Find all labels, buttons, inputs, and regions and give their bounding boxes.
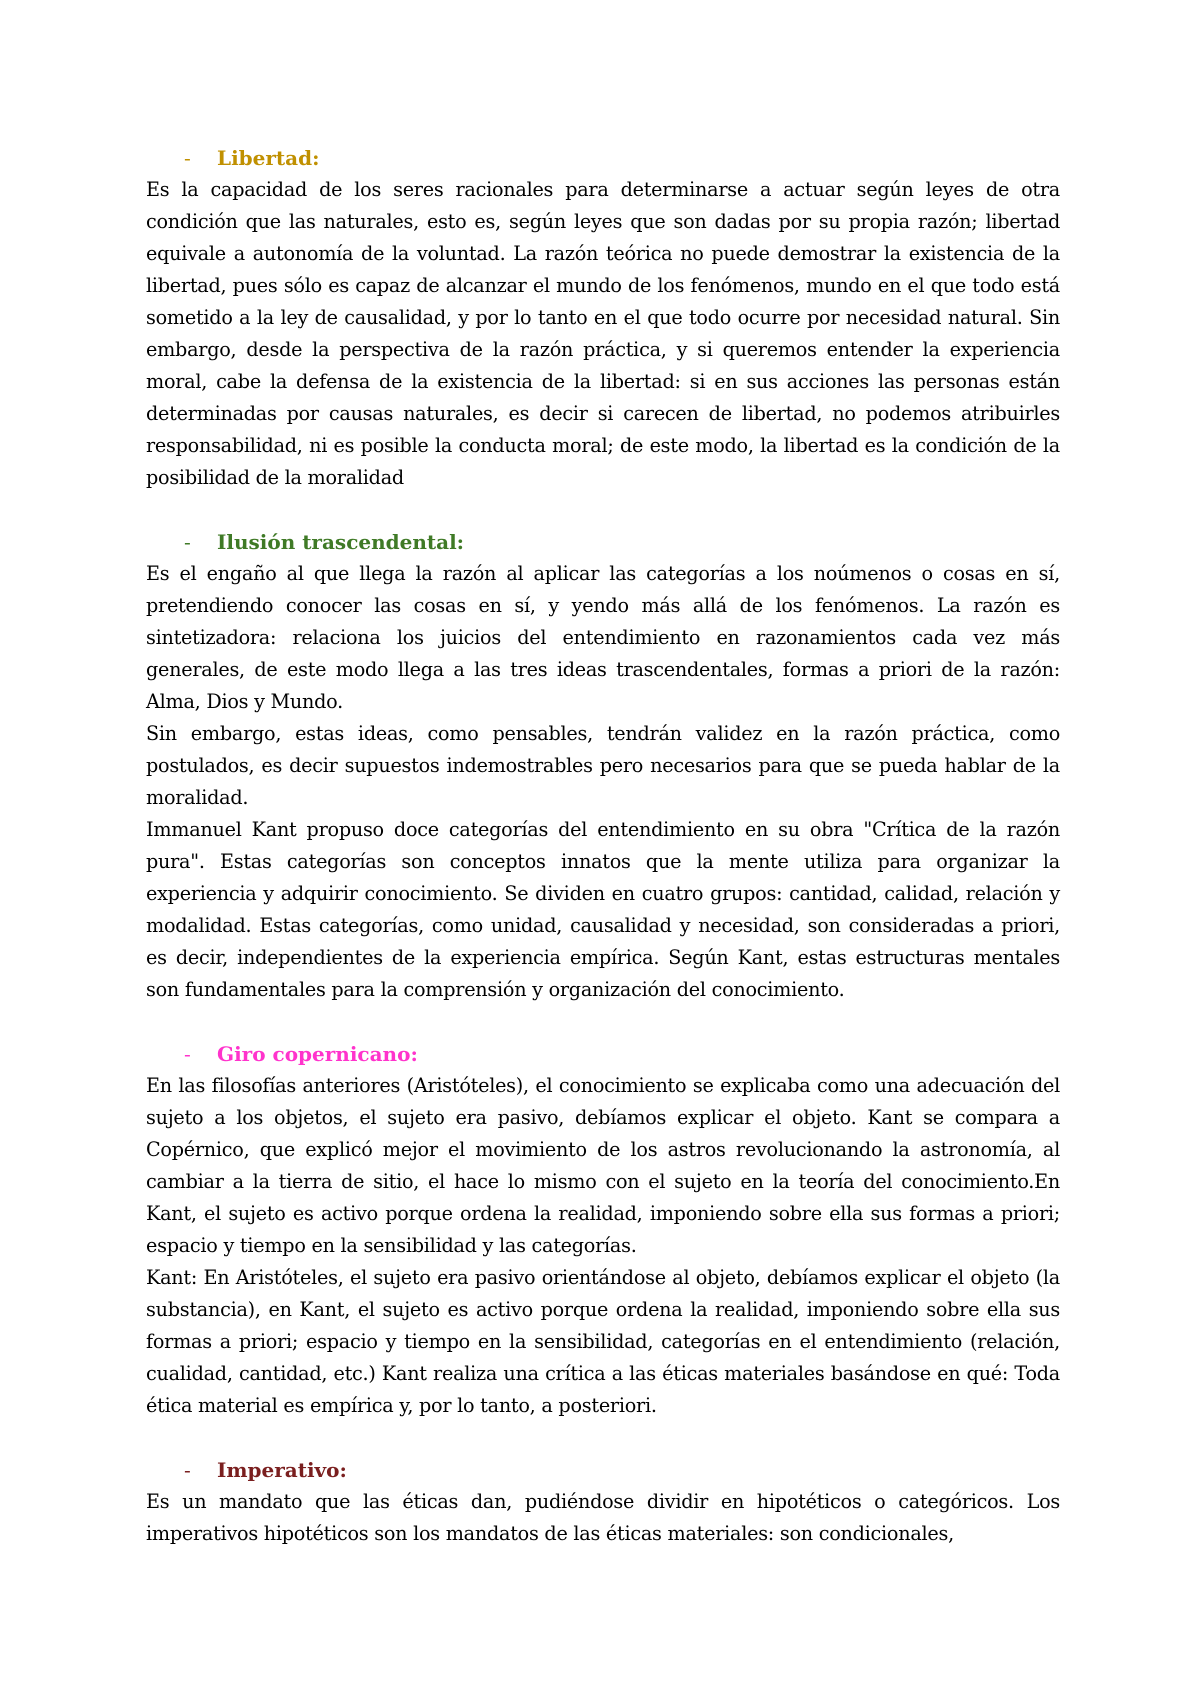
- section-libertad: [146, 142, 1060, 494]
- paragraph: En las filosofías anteriores (Aristóteles), el conocimiento se explicaba como una adecuación del sujeto a los objetos, el sujeto era pasivo, debíamos explicar el objeto. Kant se compara a Copérnico, que explicó mejor el movimiento de los astros revolucionando la astronomía, al cambiar a la tierra de sitio, el hace lo mismo con el sujeto en la teoría del conocimiento.En Kant, el sujeto es activo porque ordena la realidad, imponiendo sobre ella sus formas a priori; espacio y tiempo en la sensibilidad y las categorías.: [146, 1074, 1060, 1257]
- heading-text: Giro copernicano:: [217, 1042, 418, 1066]
- bullet-dash: -: [184, 530, 191, 554]
- section-heading: [146, 1038, 1060, 1070]
- bullet-dash: -: [184, 146, 191, 170]
- document-body: [146, 142, 1060, 1582]
- section-heading: [146, 142, 1060, 174]
- heading-text: Ilusión trascendental:: [217, 530, 465, 554]
- heading-text: Imperativo:: [217, 1458, 347, 1482]
- section-heading: [146, 526, 1060, 558]
- paragraph: Es un mandato que las éticas dan, pudiéndose dividir en hipotéticos o categóricos. Los imperativos hipotéticos son los mandatos de las éticas materiales: son condicionales,: [146, 1490, 1060, 1545]
- section-heading: [146, 1454, 1060, 1486]
- bullet-dash: -: [184, 1042, 191, 1066]
- paragraph: Es la capacidad de los seres racionales para determinarse a actuar según leyes de otra condición que las naturales, esto es, según leyes que son dadas por su propia razón; libertad equivale a autonomía de la voluntad. La razón teórica no puede demostrar la existencia de la libertad, pues sólo es capaz de alcanzar el mundo de los fenómenos, mundo en el que todo está sometido a la ley de causalidad, y por lo tanto en el que todo ocurre por necesidad natural. Sin embargo, desde la perspectiva de la razón práctica, y si queremos entender la experiencia moral, cabe la defensa de la existencia de la libertad: si en sus acciones las personas están determinadas por causas naturales, es decir si carecen de libertad, no podemos atribuirles responsabilidad, ni es posible la conducta moral; de este modo, la libertad es la condición de la posibilidad de la moralidad: [146, 178, 1060, 489]
- section-ilusion-trascendental: [146, 526, 1060, 1006]
- paragraph: Es el engaño al que llega la razón al aplicar las categorías a los noúmenos o cosas en sí, pretendiendo conocer las cosas en sí, y yendo más allá de los fenómenos. La razón es sintetizadora: relaciona los juicios del entendimiento en razonamientos cada vez más generales, de este modo llega a las tres ideas trascendentales, formas a priori de la razón: Alma, Dios y Mundo.: [146, 562, 1060, 713]
- section-giro-copernicano: [146, 1038, 1060, 1422]
- section-imperativo: [146, 1454, 1060, 1550]
- paragraph: Sin embargo, estas ideas, como pensables, tendrán validez en la razón práctica, como postulados, es decir supuestos indemostrables pero necesarios para que se pueda hablar de la moralidad.: [146, 722, 1060, 809]
- bullet-dash: -: [184, 1458, 191, 1482]
- paragraph: Kant: En Aristóteles, el sujeto era pasivo orientándose al objeto, debíamos explicar el objeto (la substancia), en Kant, el sujeto es activo porque ordena la realidad, imponiendo sobre ella sus formas a priori; espacio y tiempo en la sensibilidad, categorías en el entendimiento (relación, cualidad, cantidad, etc.) Kant realiza una crítica a las éticas materiales basándose en qué: Toda ética material es empírica y, por lo tanto, a posteriori.: [146, 1266, 1060, 1417]
- heading-text: Libertad:: [217, 146, 320, 170]
- paragraph: Immanuel Kant propuso doce categorías del entendimiento en su obra "Crítica de la razón pura". Estas categorías son conceptos innatos que la mente utiliza para organizar la experiencia y adquirir conocimiento. Se dividen en cuatro grupos: cantidad, calidad, relación y modalidad. Estas categorías, como unidad, causalidad y necesidad, son consideradas a priori, es decir, independientes de la experiencia empírica. Según Kant, estas estructuras mentales son fundamentales para la comprensión y organización del conocimiento.: [146, 818, 1060, 1001]
